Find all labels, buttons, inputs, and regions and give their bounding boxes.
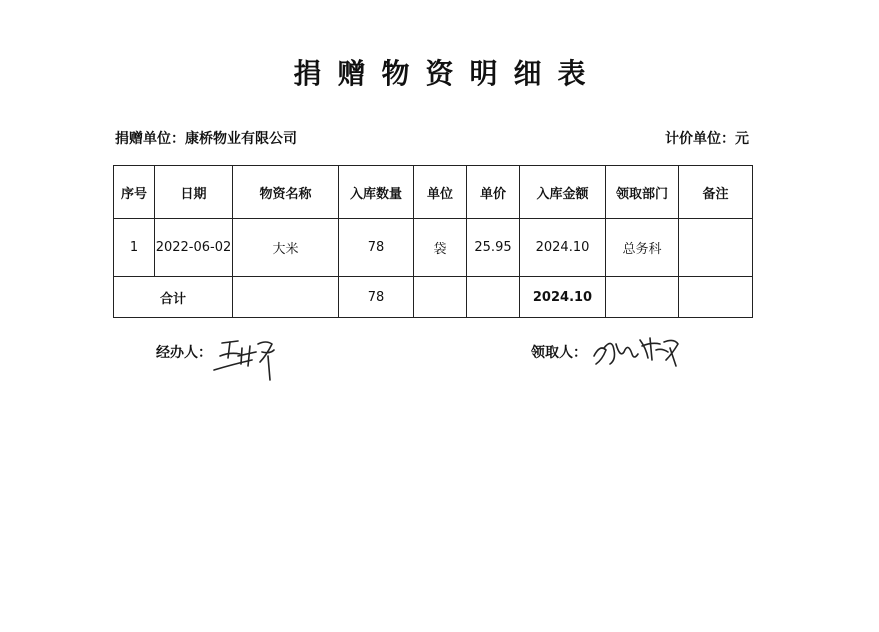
header-cell: 序号 (114, 166, 155, 219)
total-label: 合计 (114, 277, 233, 318)
department-cell: 总务科 (606, 219, 679, 277)
receiver-label: 领取人： (531, 345, 587, 361)
donor-name: 康桥物业有限公司 (185, 131, 297, 147)
receiver-signature (590, 330, 688, 370)
header-cell: 物资名称 (233, 166, 339, 219)
seq-cell: 1 (114, 219, 155, 277)
qty-cell: 78 (339, 219, 414, 277)
price-unit-label: 计价单位： (665, 131, 735, 147)
handler-label: 经办人： (156, 345, 212, 361)
amount-cell: 2024.10 (520, 219, 606, 277)
price-unit-line (665, 128, 749, 148)
header-row (114, 166, 753, 219)
header-cell: 单位 (414, 166, 467, 219)
total-unit-cell (414, 277, 467, 318)
header-cell: 领取部门 (606, 166, 679, 219)
document-title: 捐赠物资明细表 (293, 57, 602, 90)
total-department-cell (606, 277, 679, 318)
table-row (114, 219, 753, 277)
price-unit-value: 元 (735, 131, 749, 147)
total-remark-cell (679, 277, 753, 318)
donor-label: 捐赠单位： (115, 131, 185, 147)
header-cell: 入库金额 (520, 166, 606, 219)
header-cell: 备注 (679, 166, 753, 219)
total-qty: 78 (339, 277, 414, 318)
header-cell: 入库数量 (339, 166, 414, 219)
total-item-cell (233, 277, 339, 318)
unit-cell: 袋 (414, 219, 467, 277)
price-cell: 25.95 (467, 219, 520, 277)
donation-detail-table (113, 165, 753, 318)
header-cell: 单价 (467, 166, 520, 219)
total-price-cell (467, 277, 520, 318)
total-row (114, 277, 753, 318)
donor-line (115, 128, 297, 148)
date-cell: 2022-06-02 (155, 219, 233, 277)
remark-cell (679, 219, 753, 277)
header-cell: 日期 (155, 166, 233, 219)
item-cell: 大米 (233, 219, 339, 277)
handler-signature (208, 334, 288, 386)
total-amount: 2024.10 (520, 277, 606, 318)
